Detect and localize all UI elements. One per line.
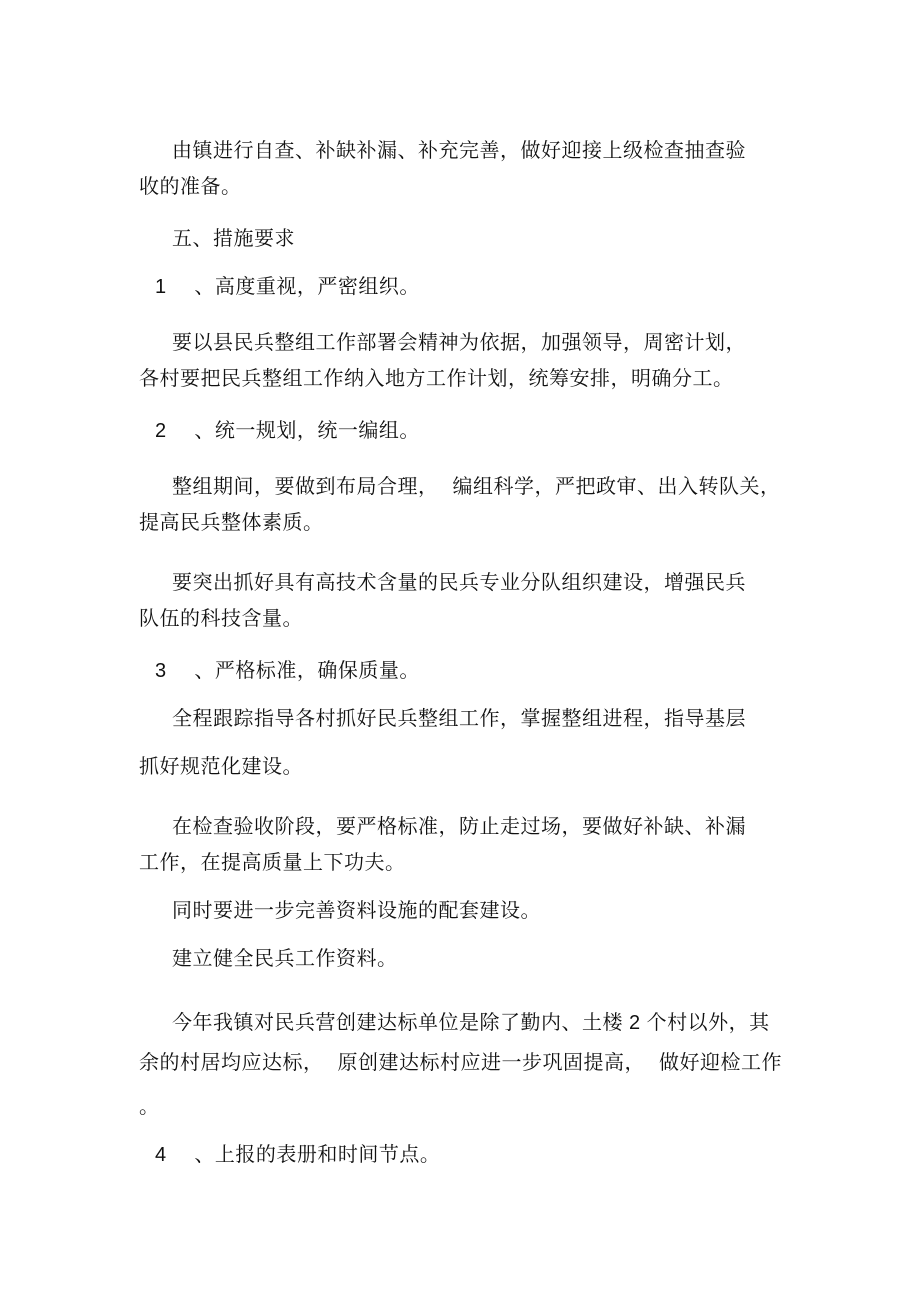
subsection-number: 2: [155, 420, 167, 442]
paragraph-line: 抓好规范化建设。: [139, 754, 303, 778]
paragraph-line: 各村要把民兵整组工作纳入地方工作计划，统筹安排，明确分工。: [139, 366, 734, 390]
paragraph-line: 队伍的科技含量。: [139, 606, 303, 630]
paragraph-line: 工作，在提高质量上下功夫。: [139, 850, 406, 874]
text-segment: 个村以外，其: [646, 1010, 770, 1034]
section-heading: 五、措施要求: [172, 226, 295, 250]
subsection-heading: [155, 1142, 440, 1167]
paragraph-line: 在检查验收阶段，要严格标准，防止走过场，要做好补缺、补漏: [172, 814, 746, 838]
paragraph-line: [172, 474, 781, 498]
paragraph-line: [139, 1050, 782, 1074]
text-segment: 做好迎检工作: [659, 1050, 782, 1074]
text-segment: 原创建达标村应进一步巩固提高，: [337, 1050, 645, 1074]
subsection-heading: [155, 274, 420, 299]
subsection-title: 、严格标准，确保质量。: [194, 658, 420, 682]
paragraph-line: 同时要进一步完善资料设施的配套建设。: [172, 898, 541, 922]
paragraph-line: [172, 1010, 770, 1035]
text-segment: 整组期间，要做到布局合理，: [172, 474, 439, 498]
subsection-heading: [155, 418, 420, 443]
paragraph-line: 全程跟踪指导各村抓好民兵整组工作，掌握整组进程，指导基层: [172, 706, 746, 730]
subsection-number: 4: [155, 1144, 167, 1166]
subsection-title: 、高度重视，严密组织。: [194, 274, 420, 298]
subsection-number: 1: [155, 276, 167, 298]
paragraph-line: 。: [139, 1094, 160, 1118]
paragraph-line: 收的准备。: [139, 174, 242, 198]
inline-number: 2: [629, 1012, 641, 1034]
text-segment: 编组科学，严把政审、出入转队关，: [452, 474, 781, 498]
paragraph-line: 要以县民兵整组工作部署会精神为依据，加强领导，周密计划，: [172, 330, 746, 354]
text-segment: 余的村居均应达标，: [139, 1050, 324, 1074]
paragraph-line: 提高民兵整体素质。: [139, 510, 324, 534]
text-segment: 今年我镇对民兵营创建达标单位是除了勤内、土楼: [172, 1010, 623, 1034]
subsection-heading: [155, 658, 420, 683]
subsection-title: 、统一规划，统一编组。: [194, 418, 420, 442]
paragraph-line: 要突出抓好具有高技术含量的民兵专业分队组织建设，增强民兵: [172, 570, 746, 594]
subsection-title: 、上报的表册和时间节点。: [194, 1142, 441, 1166]
subsection-number: 3: [155, 660, 167, 682]
paragraph-line: 由镇进行自查、补缺补漏、补充完善，做好迎接上级检查抽查验: [172, 138, 746, 162]
paragraph-line: 建立健全民兵工作资料。: [172, 946, 398, 970]
